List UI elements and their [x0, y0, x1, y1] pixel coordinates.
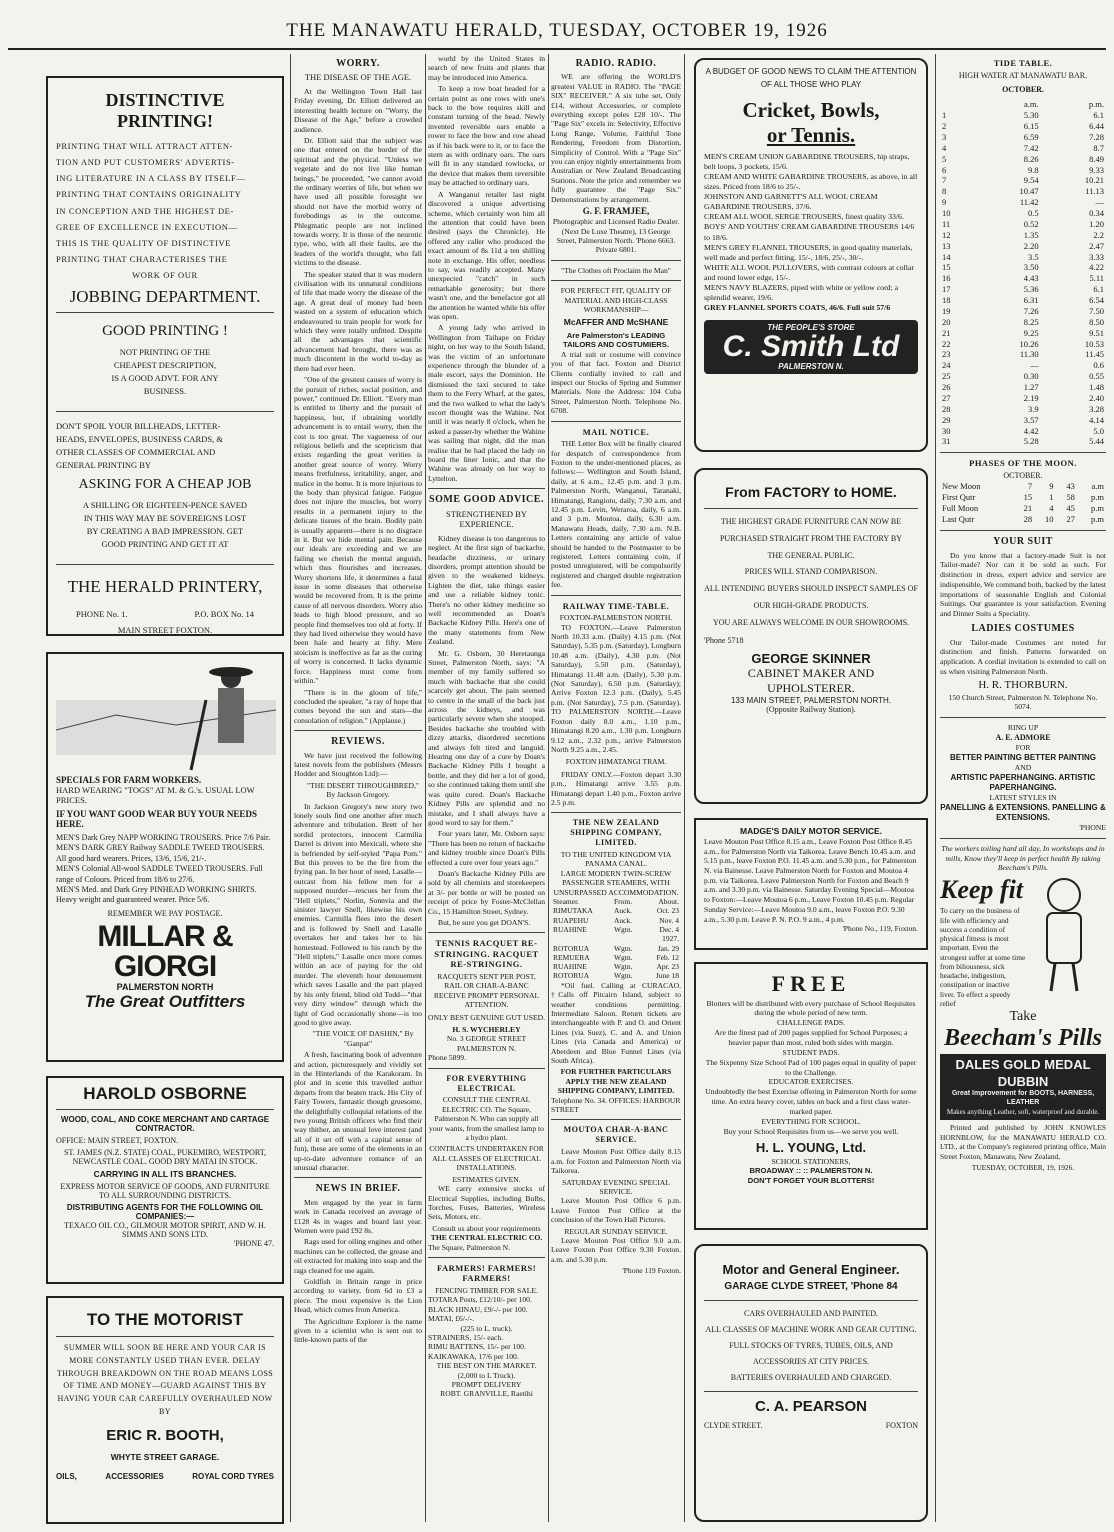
factory-line: ALL INTENDING BUYERS SHOULD INSPECT SAMPLES OF OUR HIGH-GRADE PRODUCTS.	[704, 584, 918, 610]
masthead: THE MANAWATU HERALD, TUESDAY, OCTOBER 19, 1926	[286, 20, 828, 41]
table-row: 8 10.47 11.13	[942, 186, 1104, 197]
free-line: Blotters will be distributed with every purchase of School Requisites during the whole period of new term.	[706, 998, 916, 1018]
rail-body: TO FOXTON.—Leave Palmerston North 10.33 a.m. (Daily) 4.15 p.m. (Not Saturday), 5.35 p.m. (Saturday), Longburn 10.48 a.m. (Daily), 4.30 p.m. (Not Saturday), 5.50 p.m. (Saturday), Himatangi 11.48 a.m. (Daily), 5.30 p.m. (Not Saturday), 6.50 p.m. (Saturday); Arrive Foxton 12.3 p.m. (Daily), 5.45 p.m. (Not Saturday), 7.5 p.m. (Saturday). TO PALMERSTON NORTH.—Leave Foxton daily 8.0 a.m., 1.10 p.m., Himatangi 8.20 a.m., 1.30 p.m. Longburn 9.12 a.m., 2.32 p.m., arrive Palmerston North 9.25 a.m., 2.45.	[551, 622, 681, 754]
tram-body: FRIDAY ONLY.—Foxton depart 3.30 p.m., Himatangi arrive 3.55 p.m. Himatangi depart 1.40 p.m., Foxton arrive 2.5 p.m.	[551, 769, 681, 807]
smith-item: JOHNSTON AND GARNETT'S ALL WOOL CREAM GABARDINE TROUSERS, 37/6.	[704, 192, 878, 212]
free-line: EVERYTHING FOR SCHOOL.	[761, 1116, 861, 1126]
printing-line: PRINTING THAT WILL ATTRACT ATTEN-	[56, 141, 234, 151]
osborne-coal: ST. JAMES (N.Z. STATE) COAL, PUKEMIRO, WESTPORT, NEWCASTLE COAL. GOOD DRY MATAI IN STOCK.	[64, 1148, 266, 1166]
timber-item: STRAINERS, 15/- each.	[428, 1333, 504, 1343]
pearson-ad	[694, 1244, 928, 1522]
saturday-body: Leave Mouton Post Office 6 p.m. Leave Foxton Post Office at the conclusion of the Town Hall Pictures.	[551, 1196, 681, 1225]
column-divider	[548, 54, 549, 1522]
table-row: 28 3.9 3.28	[942, 403, 1104, 414]
article-paragraph: Men engaged by the year in farm work in Canada received an average of £128 4s in wages and board last year. Women were paid £92 8s.	[294, 1197, 422, 1236]
smith-ad	[694, 58, 928, 452]
printing-line: PRINTING THAT CONTAINS ORIGINALITY	[56, 189, 242, 200]
booth-item: ROYAL CORD TYRES	[192, 1471, 274, 1481]
printing-line: THIS IS THE QUALITY OF DISTINCTIVE	[56, 237, 232, 248]
sunday-heading: REGULAR SUNDAY SERVICE.	[564, 1226, 668, 1236]
boy-illustration	[1029, 873, 1099, 993]
table-row: 31 5.28 5.44	[942, 436, 1104, 447]
good-printing-heading: GOOD PRINTING !	[102, 323, 228, 340]
table-row: RUAHINE Wgtn. Dec. 4	[553, 925, 679, 934]
article-paragraph: We have just received the following latest novels from the publishers (Messrs Hodder and Stoughton Ltd):—	[294, 750, 422, 779]
agents-heading: DISTRIBUTING AGENTS FOR THE FOLLOWING OIL COMPANIES:—	[66, 1203, 264, 1221]
moon-table	[940, 481, 1106, 525]
timber-item: (225 to L. truck).	[460, 1323, 513, 1333]
blotters-note: DON'T FORGET YOUR BLOTTERS!	[747, 1176, 875, 1186]
postage-note: REMEMBER WE PAY POSTAGE.	[107, 908, 223, 918]
article-paragraph: Kidney disease is too dangerous to neglect. At the first sign of backache, headache dizziness, or urinary disorders, prompt attention should be given to the weakened kidneys. Lighten the diet, take things easier and use a reliable kidney tonic. There's no other kidney medicine so well recommended as Doan's Backache Kidney Pills. Here's one of the many statements from New Zealand.	[428, 533, 545, 647]
article-paragraph: Four years later, Mr. Osborn says: "There has been no return of backache and kidney trouble since Doan's Pills effected a cure over four years ago."	[428, 829, 545, 867]
table-row: RIMUTAKA Auck. Oct. 23	[553, 906, 679, 916]
cheap-job-heading: ASKING FOR A CHEAP JOB	[78, 477, 252, 493]
printery-name: THE HERALD PRINTERY,	[67, 577, 263, 597]
motorist-heading: TO THE MOTORIST	[86, 1310, 244, 1329]
tide-heading: TIDE TABLE.	[993, 58, 1053, 68]
advice-heading: SOME GOOD ADVICE.	[429, 494, 544, 506]
table-row: 2 6.15 6.44	[942, 121, 1104, 132]
saturday-heading: SATURDAY EVENING SPECIAL SERVICE.	[562, 1177, 670, 1196]
booth-item: OILS,	[56, 1471, 77, 1481]
table-row: New Moon 7 9 43 a.m	[942, 481, 1104, 492]
table-row: 16 4.43 5.11	[942, 273, 1104, 284]
article-paragraph: world by the United States in search of new fruits and plants that may be introduced into America.	[428, 54, 545, 82]
worry-heading: WORRY.	[336, 58, 380, 69]
mg-item: MEN'S DARK GREY Railway SADDLE TWEED TROUSERS. All good hard wearers. Prices, 13/6, 15/6, 21/-.	[56, 843, 265, 863]
tennis-heading: or Tennis.	[766, 122, 856, 147]
article-paragraph: Dr. Elliott said that the subject was one that entered on the border of the spiritual and the physical. "Unless we vegetate and do not live like human beings," he proceeded, "we cannot avoid the ordinary worries of life, but when we have used all possible foresight we should not have the morbid worry of forebodings as to the outcome. Phlegmatic people are not inclined towards worry. It is those of the neurotic type, who, with all their faults, are the leaders of the world's thought, who fall victims to the disease.	[294, 135, 422, 268]
free-line: CHALLENGE PADS.	[776, 1018, 846, 1028]
young-ad	[694, 962, 928, 1230]
dales-logo: DALES GOLD MEDAL DUBBIN	[955, 1057, 1091, 1089]
moon-heading: PHASES OF THE MOON.	[969, 458, 1077, 469]
free-heading: FREE	[771, 971, 851, 996]
moon-month: OCTOBER.	[1003, 471, 1043, 481]
shilling-line: BY CREATING A BAD IMPRESSION. GET	[86, 525, 244, 536]
printing-line: WORK OF OUR	[132, 270, 198, 281]
radio-body: WE are offering the WORLD'S greatest VALUE in RADIO. The "PAGE SIX" RECEIVER." A six tube set, Only £14, without Accessories, or complete everything except poles £28 10/-. The "Page Six" excels in: Selectivity, Effective Long Range, Volume, Faithful Tone Rendering, Freedom from Distortion, Simplicity of Control. With a "Page Six" you can enjoy nightly entertainments from Australian or New Zealand Broadcasting Stations. Note the price and remember we fully guarantee the "Page Six." Demonstrations by arrangement.	[551, 72, 681, 204]
budget-heading: A BUDGET OF GOOD NEWS TO CLAIM THE ATTENTION OF ALL THOSE WHO PLAY	[705, 67, 917, 89]
timber-item: MATAI, £6/-/-.	[428, 1314, 475, 1324]
table-row: RUAHINE Wgtn. Apr. 23	[553, 962, 679, 972]
article-paragraph: Doan's Backache Kidney Pills are sold by all chemists and storekeepers at 3/- per bottle or will be posted on receipt of price by Foster-McClellan Co., 15 Hamilton Street, Sydney.	[428, 868, 545, 916]
printing-line: PRINTING THAT CHARACTERISES THE	[56, 253, 228, 264]
printing-line: IN CONCEPTION AND THE HIGHEST DE-	[56, 205, 234, 216]
article-paragraph: Mr. G. Osborn, 30 Heretaunga Street, Palmerston North, says: "A member of my family suffered so much with backache that she could scarcely get about. The pain seemed to centre in the small of the back just across the kidneys, and was particularly severe when she stooped. Besides backache she troubled with dizzy attacks, disordered secretions and always felt tired and languid. Hearing one day of a cure by Doan's Backache Kidney Pills I bought a bottle, and they did her a lot of good, so she continued taking them until she was quite cured. Doan's Backache Kidney Pills are splendid and no mistake, and I shall always have a good word to say for them."	[428, 648, 545, 827]
timber-item: RIMU BATTENS, 15/- per 100.	[428, 1342, 526, 1352]
shipping-heading: THE NEW ZEALAND SHIPPING COMPANY, LIMITED.	[570, 818, 662, 848]
factory-line: THE HIGHEST GRADE FURNITURE CAN NOW BE	[720, 517, 902, 526]
timber-item: TOTARA Posts, £12/10/- per 100.	[428, 1295, 532, 1305]
store-banner	[704, 320, 918, 374]
moutoa-body: Leave Mouton Post Office daily 8.15 a.m. for Foxton and Palmerston North via Taikorea.	[551, 1147, 681, 1176]
specials-heading: SPECIALS FOR FARM WORKERS.	[56, 775, 202, 785]
free-line: The Sixpenny Size School Pad of 100 pages equal in quality of paper to the Challenge.	[705, 1057, 917, 1077]
article-paragraph: The Agriculture Explorer is the name given to a scientist who is sent out to little-known parts of the	[294, 1316, 422, 1345]
timber-delivery: PROMPT DELIVERY	[451, 1380, 522, 1390]
tide-table: a.m. p.m. 1 5.30 6.1 2 6.15 6.44 3 6.59 7.28 4 7.42 8.7 5 8.26 8.49 6 9.8 9.33 7 9.54 10.21 8 10.47 11.13 9 11.42 — 10 0.5 0.34 11 0.52 1.20 12 1.35 2.2 13 2.20 2.47 14 3.5 3.33 15 3.50 4.22 16 4.43 5.11 17 5.36 6.1 18 6.31 6.54 19 7.26 7.50 20 8.25 8.50 21 9.25 9.51 22 10.26 10.53 23 11.30 11.45 24 — 0.6 25 0.30 0.55 26 1.27 1.48 27 2.19 2.40 28 3.9 3.28 29 3.57 4.14 30 4.42 5.0 31 5.28 5.44	[942, 99, 1104, 447]
table-row: Full Moon 21 4 45 p.m	[942, 503, 1104, 514]
rail-subheading: FOXTON-PALMERSTON NORTH.	[559, 613, 673, 623]
table-row: 17 5.36 6.1	[942, 284, 1104, 295]
factory-line: PURCHASED STRAIGHT FROM THE FACTORY BY	[719, 533, 903, 543]
electrical-consult: Consult us about your requirements	[432, 1223, 541, 1233]
beecham-verse: The workers toiling hard all day, In workshops and in mills, Know they'll keep in perfect health By taking Beecham's Pills.	[941, 843, 1105, 873]
framjee-trade: Photographic and Licensed Radio Dealer.	[552, 217, 680, 227]
imprint-date: TUESDAY, OCTOBER, 19, 1926.	[971, 1163, 1075, 1173]
framjee-name: G. F. FRAMJEE,	[582, 206, 650, 217]
factory-phone: 'Phone 5718	[704, 635, 744, 645]
article-paragraph: At the Wellington Town Hall last Friday evening, Dr. Elliott delivered an interesting health lecture on "Worry, the Disease of the Age," before a crowded audience.	[294, 86, 422, 134]
young-trade: SCHOOL STATIONERS,	[771, 1156, 851, 1166]
free-line: STUDENT PADS.	[782, 1047, 840, 1057]
electrical-body: CONSULT THE CENTRAL ELECTRIC CO. The Square, Palmerston N. Who can supply all your wants, from the smallest lamp to a hydro plant.	[429, 1095, 544, 1143]
advice-subheading: STRENGTHENED BY EXPERIENCE.	[446, 508, 527, 530]
table-row: 12 1.35 2.2	[942, 229, 1104, 240]
article-paragraph: A fresh, fascinating book of adventure and action, picturesquely and vividly set in the Hinterlands of the Karakoram. In plot and in scene this travelled author departs from the beaten track. His City of Fairy Towers, fantastic though gruesome, the delightfully colloquial relations of the two young British officers who find their way thither, an unusual love interest (and all of it set off with a capital sense of fun), these are some of the elements in an up-to-date adventure romance of an unusual character.	[294, 1050, 422, 1172]
mg-item: MEN'S Med. and Dark Grey PINHEAD WORKING SHIRTS. Heavy weight and guaranteed wearer. Price 5/6.	[56, 884, 257, 905]
sunday-phone: 'Phone 119 Foxton.	[622, 1266, 681, 1276]
madge-body: Leave Mouton Post Office 8.15 a.m., Leave Foxton Post Office 8.45 a.m., for Palmerston North via Taikorea. Leave Bench 10.45 a.m. and 5.15 p.m., leave Foxton P.O. 11.45 a.m. and 5.30 p.m., for Palmerston N. via Bainesse. Leave Palmerston North for Foxton and Moutoa 4 p.m. via Taikorea. Leave Palmerston North for Foxton and Beach 9 a.m. and 3.30 p.m. via Bainesse. Saturday Evening Special—Moutoa to Foxton:—Leave Moutoa 6 p.m., Leave Foxton 10.45 p.m. Regular Sunday Service:—Leave Moutoa 9.0 a.m., leave Foxton P.O. 9.30 a.m., 5.30 p.m. Leave P. N. P.O. 9 a.m., 4 p.m.	[704, 836, 917, 924]
skinner-address: 133 MAIN STREET, PALMERSTON NORTH.	[730, 695, 892, 705]
electrical-estimates: ESTIMATES GIVEN.	[452, 1174, 521, 1184]
suit-body: Do you know that a factory-made Suit is not Tailor-made? Nor can it be sold as such. For distinction in dress, expert advice and service are indispensible, We command both, backed by the latest importations of seasonable English and Colonial Suitings. Our guarantee is your satisfaction. Evening and Dinner Suits a Speciality.	[940, 550, 1106, 619]
table-row: 18 6.31 6.54	[942, 295, 1104, 306]
table-row: 7 9.54 10.21	[942, 175, 1104, 186]
jobbing-heading: JOBBING DEPARTMENT.	[69, 287, 261, 307]
mail-body: THE Letter Box will be finally cleared for despatch of correspondence from Foxton to the under-mentioned places, as follows:— Wellington and South Island, daily, at 6 a.m., 12.45 p.m. and 3 p.m. Palmerston North, Wanganui, Taranaki, Himatangi, Rangiotu, daily, 7.30 a.m. and 12.45 p.m. Levin, Weraroa, daily, 6 a.m. and 3 p.m. Moutoa, daily, 6.30 a.m. Manawatu Heads, daily, 7.30 a.m. N.B. Letters containing any article of value should be handed to the Postmaster to be registered. Letters containing coin, if posted unregistered, will be compulsorily registered and charged double registration fee.	[551, 439, 681, 590]
mcaffer-body: A trial suit or costume will convince you of that fact. Foxton and District Clients cordially invited to call and inspect our Stocks of Spring and Summer Materials. Note the Address: 104 Cuba Street, Palmerston North. Telephone No. 6708.	[551, 349, 681, 416]
electrical-heading: FOR EVERYTHING ELECTRICAL	[446, 1073, 527, 1093]
granville-name: ROBT. GRANVILLE, Raetihi	[440, 1389, 533, 1399]
printing-line: GREE OF EXCELLENCE IN EXECUTION—	[56, 221, 238, 232]
oil-companies: TEXACO OIL CO., GILMOUR MOTOR SPIRIT, AND W. H. SIMMS AND SONS LTD.	[64, 1221, 266, 1239]
imprint: Printed and published by JOHN KNOWLES HORNBLOW, for the MANAWATU HERALD CO. LTD., at the Company's registered printing office, Main Street Foxton, Manawatu, New Zealand,	[940, 1123, 1106, 1161]
smith-item: MEN'S GREY FLANNEL TROUSERS, in good quality materials, well made and perfect fitting, 15/-, 18/6, 25/-, 30/-.	[704, 242, 913, 262]
news-heading: NEWS IN BRIEF.	[315, 1183, 401, 1195]
tailor-fit: FOR PERFECT FIT, QUALITY OF MATERIAL AND HIGH-CLASS WORKMANSHIP—	[560, 286, 672, 315]
factory-heading: From FACTORY to HOME.	[725, 484, 897, 500]
motorist-ad	[46, 1296, 284, 1524]
peoples-store: THE PEOPLE'S STORE	[767, 322, 855, 332]
table-row: REMUERA Wgtn. Feb. 12	[553, 952, 679, 962]
good-line: CHEAPEST DESCRIPTION,	[113, 360, 217, 371]
timber-item: KAIKAWAKA, 17/6 per 100.	[428, 1351, 519, 1361]
mg-item: MEN'S Colonial All-wool SADDLE TWEED TROUSERS. Full range of Colours. Priced from 18/6 to 27/6.	[56, 864, 263, 884]
article-paragraph: But, be sure you get DOAN'S.	[438, 917, 531, 927]
factory-line: THE GENERAL PUBLIC.	[767, 550, 855, 560]
mcaffer-trade: Are Palmerston's LEADING TAILORS AND COSTUMIERS.	[563, 331, 669, 350]
admore-better: BETTER PAINTING BETTER PAINTING	[950, 752, 1096, 762]
pearson-street: CLYDE STREET.	[704, 1421, 763, 1430]
masthead-rule	[8, 48, 1106, 50]
worry-subheading: THE DISEASE OF THE AGE.	[304, 72, 412, 83]
column-divider	[425, 54, 426, 1522]
printing-line: ING LITERATURE IN A CLASS BY ITSELF—	[56, 173, 246, 184]
admore-phone: 'PHONE	[1079, 823, 1106, 833]
table-row: 30 4.42 5.0	[942, 425, 1104, 436]
table-row: 19 7.26 7.50	[942, 305, 1104, 316]
column-6	[940, 54, 1106, 1524]
tram-heading: FOXTON HIMATANGI TRAM.	[565, 757, 667, 767]
table-row: First Qutr 15 1 58 p.m	[942, 492, 1104, 503]
keep-fit-heading: Keep fit	[940, 875, 1024, 905]
shipping-subheading: TO THE UNITED KINGDOM VIA PANAMA CANAL.	[560, 850, 672, 869]
skinner-trade: CABINET MAKER AND UPHOLSTERER.	[747, 665, 875, 695]
table-row: 15 3.50 4.22	[942, 262, 1104, 273]
table-row: 9 11.42 —	[942, 197, 1104, 208]
tide-subheading: HIGH WATER AT MANAWATU BAR.	[958, 70, 1088, 80]
mg-item: MEN'S Dark Grey NAPP WORKING TROUSERS. Price 7/6 Pair.	[56, 833, 271, 842]
table-row: 25 0.30 0.55	[942, 371, 1104, 382]
madge-ad	[694, 818, 928, 950]
article-paragraph: "THE VOICE OF DASHIN," By "Ganpat"	[312, 1029, 414, 1048]
booth-item: ACCESSORIES	[105, 1471, 164, 1481]
smith-item: CREAM AND WHITE GABARDINE TROUSERS, as above, in all sizes. Priced from 18/6 to 25/-.	[704, 171, 918, 191]
reviews-heading: REVIEWS.	[331, 736, 385, 748]
article-paragraph: To keep a row boat headed for a certain point as one rows with one's back to the bow requires skill and constant turning of the head. Newly invented reversible oars enable a rower to face the bow and row ahead as if his back were to it, or to face the stern as with ordinary oars. The oars will fit in any standard rowlocks, or the device that makes them reversible may be attached to ordinary oars.	[428, 84, 545, 188]
electrical-address: The Square, Palmerston N.	[428, 1242, 511, 1252]
suit-heading: YOUR SUIT	[993, 535, 1053, 547]
take-text: Take	[1009, 1009, 1037, 1025]
admore-ring: RING UP	[1007, 722, 1039, 732]
printery-address: MAIN STREET FOXTON.	[117, 625, 213, 636]
good-line: BUSINESS.	[143, 385, 187, 396]
table-row: 22 10.26 10.53	[942, 338, 1104, 349]
booth-garage: WHYTE STREET GARAGE.	[110, 1451, 220, 1462]
wycherley-address: No. 3 GEORGE STREET PALMERSTON N.	[446, 1034, 527, 1053]
tennis-body: RACQUETS SENT PER POST, RAIL OR CHAR-A-BANC RECEIVE PROMPT PERSONAL ATTENTION.	[433, 971, 540, 1010]
shipping-further: FOR FURTHER PARTICULARS APPLY THE NEW ZEALAND SHIPPING COMPANY, LIMITED.	[557, 1067, 675, 1096]
osborne-trade: WOOD, COAL, AND COKE MERCHANT AND CARTAGE CONTRACTOR.	[60, 1115, 270, 1133]
timber-best: THE BEST ON THE MARKET. (2,000 to L Truck).	[436, 1361, 537, 1380]
motor-heading: Motor and General Engineer.	[722, 1262, 900, 1277]
table-row: 27 2.19 2.40	[942, 392, 1104, 403]
table-row: ROTORUA Wgtn. June 18	[553, 971, 679, 981]
madge-heading: MADGE'S DAILY MOTOR SERVICE.	[740, 826, 882, 836]
mcaffer-name: McAFFER AND McSHANE	[563, 317, 669, 328]
admore-latest: LATEST STYLES IN	[989, 793, 1057, 803]
madge-phone: 'Phone No., 119, Foxton.	[842, 924, 918, 934]
printery-phone: PHONE No. 1.	[76, 609, 128, 620]
electrical-stock: WE carry extensive stocks of Electrical Supplies, including Bulbs, Torches, Fuses, Batteries, Wireless Sets, Motors, etc.	[428, 1184, 545, 1222]
article-paragraph: In Jackson Gregory's new story two lonely souls find one another after much adventure and tribulation. Brett of her sordid protectors, innocent Carmilia Darrel is driven into Mexicali, where she is befriended by self-styled "Papa Pom." But this proves to be the fire from the frying pan. In her hour of need, Lasalle—outcast from his fellow men for a supposed murder—rescues her from the "Hell triplets," Norlin, Sonnvia and the sinister lawyer Snell, likewise his own enemies. Carmilla flees into the desert and is followed by Snell and Lasalle overtakes her and takes her to his homestead. Followed to his ranch by the "Hell triplets," Lasalle once more comes within an ace of paying for the old murder. The eleventh hour denouement which saves Lasalle and the part played by his only friend, blind old Todd—"that very dirty window" through which the light of God occasionally shone—is too good to give away.	[294, 801, 422, 1027]
specials-body: HARD WEARING "TOGS" AT M. & G.'s. USUAL LOW PRICES.	[56, 785, 255, 805]
admore-for: FOR	[1015, 742, 1031, 752]
table-row: ROTORUA Wgtn. Jan. 29	[553, 943, 679, 953]
table-row: 20 8.25 8.50	[942, 316, 1104, 327]
dales-ad	[940, 1054, 1106, 1120]
shipping-telephone: Telephone No. 34. OFFICES: HARBOUR STREET	[551, 1095, 681, 1115]
printery-pobox: P.O. BOX No. 14	[194, 609, 254, 620]
cricket-heading: Cricket, Bowls,	[742, 97, 880, 122]
skinner-opposite: (Opposite Railway Station).	[766, 704, 856, 714]
table-row: 24 — 0.6	[942, 360, 1104, 371]
dales-tagline: Great Improvement for BOOTS, HARNESS, LEATHER	[951, 1090, 1095, 1107]
factory-line: YOU ARE ALWAYS WELCOME IN OUR SHOWROOMS.	[712, 617, 910, 627]
wycherley-name: H. S. WYCHERLEY	[452, 1025, 521, 1035]
tide-month: OCTOBER.	[1002, 85, 1044, 95]
farmer-illustration	[56, 660, 276, 775]
dales-body: Makes anything Leather, soft, waterproof and durable.	[946, 1108, 1100, 1117]
shilling-line: IN THIS WAY MAY BE SOVEREIGNS LOST	[83, 513, 247, 524]
thorburn-name: H. R. THORBURN.	[978, 679, 1068, 692]
article-paragraph: Rags used for oiling engines and other machines can be collected, the grease and oil extracted for making into soap and the rags cleaned for use again.	[294, 1237, 422, 1275]
thorburn-address: 150 Church Street, Palmerston N. Telephone No. 5074.	[948, 692, 1098, 712]
article-paragraph: "One of the greatest causes of worry is the pursuit of riches, social position, and power," continued Dr. Elliott. "Every man is entitled to liberty and the pursuit of happiness, but, if obtaining worldly advancement is to entail worry, then the cost is too great. The vagueness of our religious beliefs and the scepticism that exists regarding the great verities is another great source of worry. Worry means fretfulness, irritability, anger, and malice in the home. It is more injurious to the body than physical fatigue. Fatigue does not injure the muscles, but worry results in a permanent injury to the delicate tissues of the brain. Bodily pain is usually apparent—there is no disgrace in it. But we hide mental pain. Because our ideals are exceeding and we are failing we cherish the mental anguish, which thus flourishes and increases. Worry shortens life, it determines a fatal issue in some diseases that otherwise would be recovered from. It is the prime cause of all nervous disorders. Worry also leads to high blood pressure, and so people find themselves too old at forty. If they had lived otherwise they would have been hale and hearty at fifty. Mere stoicism is ineffective as far as the curing of worry is concerned. It lacks dynamic force. Happiness must come from within."	[294, 375, 422, 686]
fencing-heading: FENCING TIMBER FOR SALE.	[435, 1286, 538, 1296]
shipping-body: LARGE MODERN TWIN-SCREW PASSENGER STEAMERS, WITH UNSURPASSED ACCOMMODATION.	[553, 868, 679, 897]
beechams-logo: Beecham's Pills	[944, 1025, 1102, 1052]
good-line: NOT PRINTING OF THE	[119, 347, 211, 358]
table-row: Last Qutr 28 10 27 p.m	[942, 514, 1104, 525]
smith-town: PALMERSTON N.	[778, 361, 844, 371]
free-line: EDUCATOR EXERCISES.	[768, 1077, 854, 1087]
table-row: 3 6.59 7.28	[942, 131, 1104, 142]
pearson-name: C. A. PEARSON	[755, 1398, 867, 1415]
mg-town: PALMERSTON NORTH	[116, 981, 214, 992]
table-row: 6 9.8 9.33	[942, 164, 1104, 175]
shipping-notes: *Oil fuel. Calling at CURACAO. †Calls off Pitcairn Island, subject to weather conditions permitting. Intermediate Saloon. Return tickets are interchangeable with P. and O. and Orient Lines (via Suez), C. and A. and Union Lines (via Canada and America) or Aberdeen and Blue Funnel Lines (via South Africa).	[551, 980, 681, 1066]
table-row: 21 9.25 9.51	[942, 327, 1104, 338]
moutoa-heading: MOUTOA CHAR-A-BANC SERVICE.	[563, 1125, 669, 1145]
osborne-phone: 'PHONE 47.	[233, 1239, 274, 1248]
spoil-line: HEADS, ENVELOPES, BUSINESS CARDS, &	[56, 434, 223, 445]
smith-logo: C. Smith Ltd	[722, 329, 900, 363]
pearson-town: FOXTON	[885, 1421, 918, 1430]
ladies-body: Our Tailor-made Costumes are noted for distinction and finish. Patterns forwarded on application. A cordial invitation is extended to call on us when visiting Palmerston North.	[940, 637, 1106, 676]
carrying-heading: CARRYING IN ALL ITS BRANCHES.	[93, 1169, 237, 1179]
pearson-batteries: BATTERIES OVERHAULED AND CHARGED.	[730, 1373, 892, 1382]
millar-giorgi-ad	[46, 652, 284, 1062]
article-paragraph: "There is in the gloom of life," concluded the speaker, "a ray of hope that comes beyond the sun and stars—the consolation of religion." (Applause.)	[294, 687, 422, 725]
spoil-line: GENERAL PRINTING BY	[56, 459, 152, 470]
article-paragraph: Goldfish in Britain range in price according to variety, from 6d to £3 a piece. The most expensive is the Lion Head, which comes from America.	[294, 1277, 422, 1315]
framjee-address: (Next De Luxe Theatre), 13 George Street, Palmerston North. 'Phone 6663. Private 6801.	[556, 226, 676, 255]
column-divider	[684, 54, 685, 1522]
clothes-slogan: "The Clothes oft Proclaim the Man"	[561, 265, 671, 275]
young-name: H. L. YOUNG, Ltd.	[755, 1139, 867, 1155]
shilling-line: A SHILLING OR EIGHTEEN-PENCE SAVED	[82, 500, 248, 511]
table-row: 14 3.5 3.33	[942, 251, 1104, 262]
smith-item: GREY FLANNEL SPORTS COATS, 46/6. Full suit 57/6	[704, 303, 891, 313]
printing-line: TION AND PUT CUSTOMERS' ADVERTIS-	[56, 157, 235, 168]
free-line: Undoubtedly the best Exercise offering in Palmerston North for some time. An extra heavy cover, tables on back and a first class water-marked paper.	[705, 1087, 917, 1117]
smith-item: CREAM ALL WOOL SERGE TROUSERS, finest quality 33/6.	[704, 212, 904, 222]
express-service: EXPRESS MOTOR SERVICE OF GOODS, AND FURNITURE TO ALL SURROUNDING DISTRICTS.	[60, 1182, 270, 1200]
table-row: 13 2.20 2.47	[942, 240, 1104, 251]
farmers-heading: FARMERS! FARMERS! FARMERS!	[436, 1262, 537, 1284]
table-row: 5 8.26 8.49	[942, 153, 1104, 164]
printing-ad	[46, 76, 284, 636]
tennis-gut: ONLY BEST GENUINE GUT USED.	[428, 1012, 545, 1022]
sunday-body: Leave Mouton Post Office 9.0 a.m. Leave Foxton Post Office 9.30 Foxton. a.m. and 5.30 p.m.	[551, 1235, 681, 1264]
smith-item: WHITE ALL WOOL PULLOVERS, with contrast colours at collar and round lower edge, 15/-.	[704, 262, 914, 283]
article-paragraph: The speaker stated that it was modern civilisation with its unnatural conditions of life that made worry the disease of the age. A great deal of money had been wasted on a system of education which endeavoured to train people for work for which they were totally unfitted. Despite all the advantages that scientific advancement had brought, there was as much discontent in the world to-day as there had ever been.	[294, 269, 422, 373]
good-line: IS A GOOD ADVT. FOR ANY	[111, 372, 219, 383]
article-paragraph: A young lady who arrived in Wellington from Taihape on Friday night, on her way to the South Island, was the victim of an unfortunate experience through the blunder of a male escort, says the Dominion. He dismissed the taxi secured to take them to the Ferry Wharf, at the gates, and the two walked to what the lady's escort thought was the Wahine. Not until it was nearly 8 o'clock, when he asked a passer-by whether the Wahine was sailing that night, did the man realise that he had placed the lady on board the liner Ionic, and that the Wahine was already on her way to Lyttelton.	[428, 323, 545, 483]
table-row: 1927.	[662, 934, 679, 944]
ladies-heading: LADIES COSTUMES	[971, 622, 1075, 634]
motorist-body: SUMMER WILL SOON BE HERE AND YOUR CAR IS MORE CONSTANTLY USED THAN EVER. DELAY THROUGH BREAKDOWN ON THE ROAD MEANS LOSS OF TIME AND MONEY—GUARD AGAINST THIS BY HAVING YOUR CAR CAREFULLY OVERHAULED NOW BY	[56, 1343, 274, 1416]
pearson-machine: ALL CLASSES OF MACHINE WORK AND GEAR CUTTING.	[705, 1325, 917, 1334]
free-line: Are the finest pad of 200 pages supplied for School Purposes; a heavier paper than most, ruled both sides with margin.	[714, 1028, 908, 1048]
shilling-line: GOOD PRINTING AND GET IT AT	[101, 538, 229, 549]
article-paragraph: A Wanganui retailer last night discovered a unique advertising scheme, which certainly won him all the attention that could have been desired (says the Chronicle). He offered any caller who produced the exact amount of 8s 11d a ten shilling note in exchange. His offer, needless to say, was readily accepted. Many unexpected "catch" in such remarkable generosity; but there wasn't one, and the benefactor got all the attention he wanted while his offer was open.	[428, 189, 545, 321]
table-row: 26 1.27 1.48	[942, 382, 1104, 393]
smith-item: BOYS' AND YOUTHS' CREAM GABARDINE TROUSERS 14/6 to 18/6.	[704, 222, 915, 242]
keep-fit-body: To carry on the business of life with efficiency and success a condition of physical fitness is most important. Even the strongest suffer at some time from biliousness, sick headache, indigestion, constipation or inactive liver. To effect a speedy relief	[940, 906, 1026, 1008]
electrical-company: THE CENTRAL ELECTRIC CO.	[430, 1233, 543, 1243]
admore-name: A. E. ADMORE	[995, 732, 1051, 742]
table-row: 11 0.52 1.20	[942, 218, 1104, 229]
tennis-heading: TENNIS RACQUET RE-STRINGING. RACQUET RE-STRINGING.	[434, 938, 539, 970]
smith-item: MEN'S CREAM UNION GABARDINE TROUSERS, hip straps, belt loops, 3 pockets, 15/6.	[704, 151, 910, 171]
admore-and: AND	[1014, 762, 1032, 772]
skinner-ad	[694, 468, 928, 804]
skinner-name: GEORGE SKINNER	[751, 650, 871, 666]
table-row: 4 7.42 8.7	[942, 142, 1104, 153]
spoil-line: OTHER CLASSES OF COMMERCIAL AND	[56, 446, 216, 457]
table-row: 29 3.57 4.14	[942, 414, 1104, 425]
electrical-contracts: CONTRACTS UNDERTAKEN FOR ALL CLASSES OF ELECTRICAL INSTALLATIONS.	[429, 1144, 544, 1173]
osborne-name: HAROLD OSBORNE	[83, 1084, 247, 1103]
article-paragraph: "THE DESERT THROUGHBRED," By Jackson Gregory.	[307, 780, 419, 800]
radio-heading: RADIO. RADIO.	[575, 58, 657, 69]
column-3	[428, 54, 545, 1524]
pearson-cars: CARS OVERHAULED AND PAINTED.	[744, 1309, 878, 1318]
pearson-tyres: FULL STOCKS OF TYRES, TUBES, OILS, AND ACCESSORIES AT CITY PRICES.	[729, 1341, 893, 1366]
factory-line: PRICES WILL STAND COMPARISON.	[744, 567, 878, 577]
free-line: Buy your School Requisites from us—we serve you well.	[723, 1126, 899, 1136]
mg-tagline: The Great Outfitters	[84, 991, 246, 1011]
spoil-line: DON'T SPOIL YOUR BILLHEADS, LETTER-	[56, 421, 221, 432]
table-row: 1 5.30 6.1	[942, 110, 1104, 121]
rail-heading: RAILWAY TIME-TABLE.	[562, 600, 670, 611]
smith-item: MEN'S NAVY BLAZERS, piped with white or yellow cord; a splendid wearer, 19/6.	[704, 283, 899, 303]
young-address: BROADWAY :: :: PALMERSTON N.	[749, 1166, 873, 1176]
table-row: RUAPEHU Auck. Nov. 4	[553, 915, 679, 925]
column-2	[294, 54, 422, 1524]
osborne-ad	[46, 1076, 284, 1284]
table-row: 10 0.5 0.34	[942, 208, 1104, 219]
wycherley-phone: Phone 5899.	[428, 1053, 466, 1063]
osborne-office: OFFICE: MAIN STREET, FOXTON.	[56, 1136, 179, 1145]
booth-name: ERIC R. BOOTH,	[106, 1426, 224, 1444]
column-divider	[935, 54, 936, 1522]
timber-item: BLACK HINAU, £9/-/- per 100.	[428, 1304, 528, 1314]
good-wear-heading: IF YOU WANT GOOD WEAR BUY YOUR NEEDS HERE.	[56, 809, 257, 829]
mail-heading: MAIL NOTICE.	[582, 426, 650, 437]
admore-panelling: PANELLING & EXTENSIONS. PANELLING & EXTENSIONS.	[940, 802, 1106, 823]
column-divider	[290, 54, 291, 1522]
pearson-garage: GARAGE CLYDE STREET, 'Phone 84	[724, 1281, 898, 1292]
printing-title: DISTINCTIVE PRINTING!	[105, 90, 225, 131]
admore-artistic: ARTISTIC PAPERHANGING. ARTISTIC PAPERHANGING.	[950, 772, 1096, 792]
table-row: 23 11.30 11.45	[942, 349, 1104, 360]
shipping-table: Steamer. From. About. RIMUTAKA Auck. Oct. 23 RUAPEHU Auck. Nov. 4 RUAHINE Wgtn. Dec. 4 1927. ROTORUA Wgtn. Jan. 29 REMUERA Wgtn. Feb. 12 RUAHINE Wgtn. Apr. 23 ROTORUA Wgtn. June 18	[553, 897, 679, 981]
millar-giorgi-logo: MILLAR & GIORGI	[97, 919, 233, 983]
column-4	[551, 54, 681, 1524]
